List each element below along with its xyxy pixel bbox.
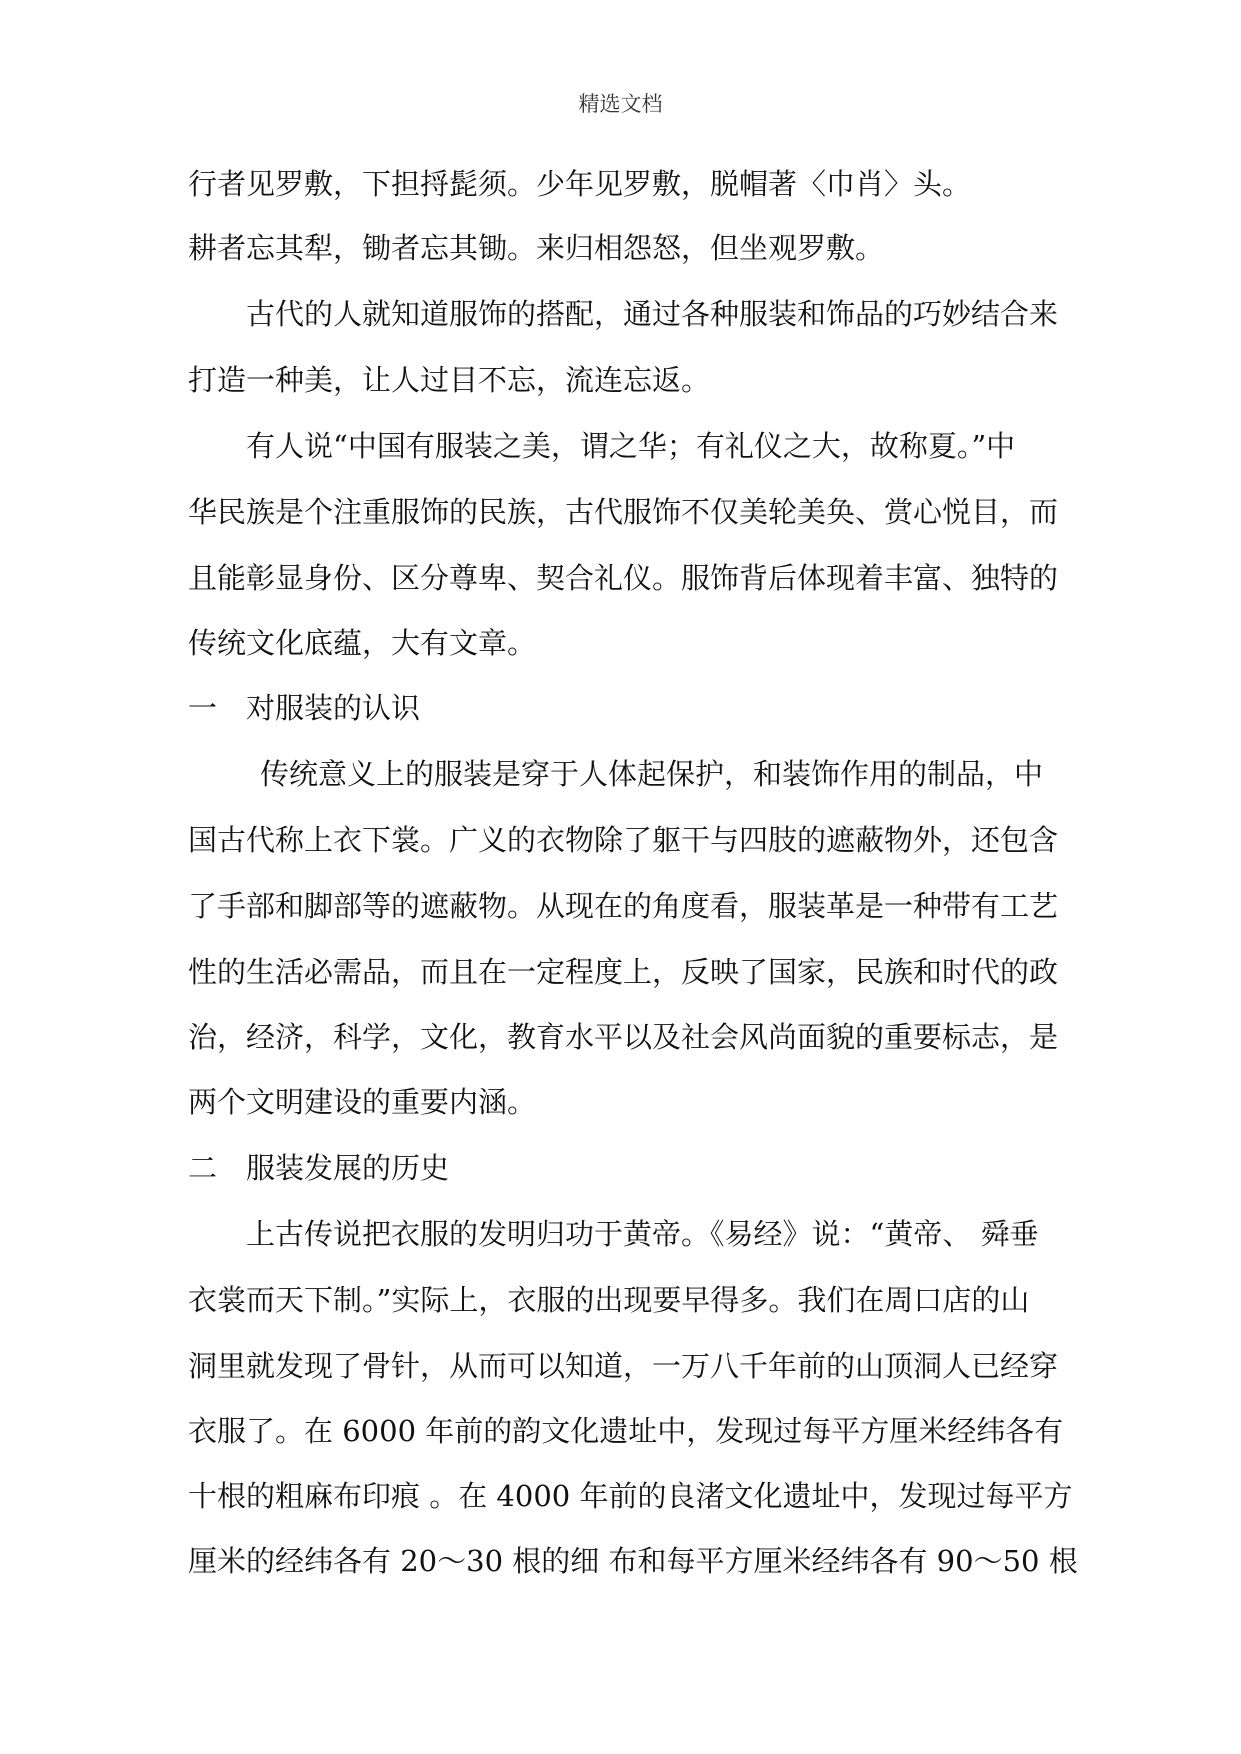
text-line-19: 洞里就发现了骨针，从而可以知道，一万八千年前的山顶洞人已经穿 xyxy=(188,1349,1059,1383)
text-line-20: 衣服了。在 6000 年前的韵文化遗址中，发现过每平方厘米经纬各有 xyxy=(188,1414,1064,1448)
text-line-13: 性的生活必需品，而且在一定程度上，反映了国家，民族和时代的政 xyxy=(188,955,1059,989)
text-line-3: 古代的人就知道服饰的搭配，通过各种服装和饰品的巧妙结合来 xyxy=(246,297,1059,331)
text-line-11: 国古代称上衣下裳。广义的衣物除了躯干与四肢的遮蔽物外，还包含 xyxy=(188,823,1059,857)
text-line-14: 治，经济，科学，文化，教育水平以及社会风尚面貌的重要标志，是 xyxy=(188,1020,1059,1054)
text-line-10: 传统意义上的服装是穿于人体起保护，和装饰作用的制品，中 xyxy=(260,757,1044,791)
text-line-8: 传统文化底蕴，大有文章。 xyxy=(188,626,537,660)
text-line-17: 上古传说把衣服的发明归功于黄帝。《易经》说：“黄帝、 舜垂 xyxy=(246,1217,1039,1251)
text-line-2: 耕者忘其犁，锄者忘其锄。来归相怨怒，但坐观罗敷。 xyxy=(188,231,885,265)
text-line-6: 华民族是个注重服饰的民族，古代服饰不仅美轮美奂、赏心悦目，而 xyxy=(188,495,1059,529)
text-line-12: 了手部和脚部等的遮蔽物。从现在的角度看，服装革是一种带有工艺 xyxy=(188,889,1059,923)
text-line-22: 厘米的经纬各有 20～30 根的细 布和每平方厘米经纬各有 90～50 根 xyxy=(188,1544,1078,1578)
text-line-15: 两个文明建设的重要内涵。 xyxy=(188,1085,537,1119)
text-line-21: 十根的粗麻布印痕 。在 4000 年前的良渚文化遗址中，发现过每平方 xyxy=(188,1479,1073,1513)
section-heading-2: 二 服装发展的历史 xyxy=(188,1151,450,1185)
text-line-4: 打造一种美，让人过目不忘，流连忘返。 xyxy=(188,363,711,397)
text-line-18: 衣裳而天下制。”实际上，衣服的出现要早得多。我们在周口店的山 xyxy=(188,1283,1030,1317)
text-line-5: 有人说“中国有服装之美，谓之华；有礼仪之大，故称夏。”中 xyxy=(246,429,1016,463)
page-header: 精选文档 xyxy=(578,92,663,116)
text-line-1: 行者见罗敷，下担捋髭须。少年见罗敷，脱帽著〈巾肖〉头。 xyxy=(188,167,972,201)
section-heading-1: 一 对服装的认识 xyxy=(188,691,421,725)
text-line-7: 且能彰显身份、区分尊卑、契合礼仪。服饰背后体现着丰富、独特的 xyxy=(188,561,1059,595)
